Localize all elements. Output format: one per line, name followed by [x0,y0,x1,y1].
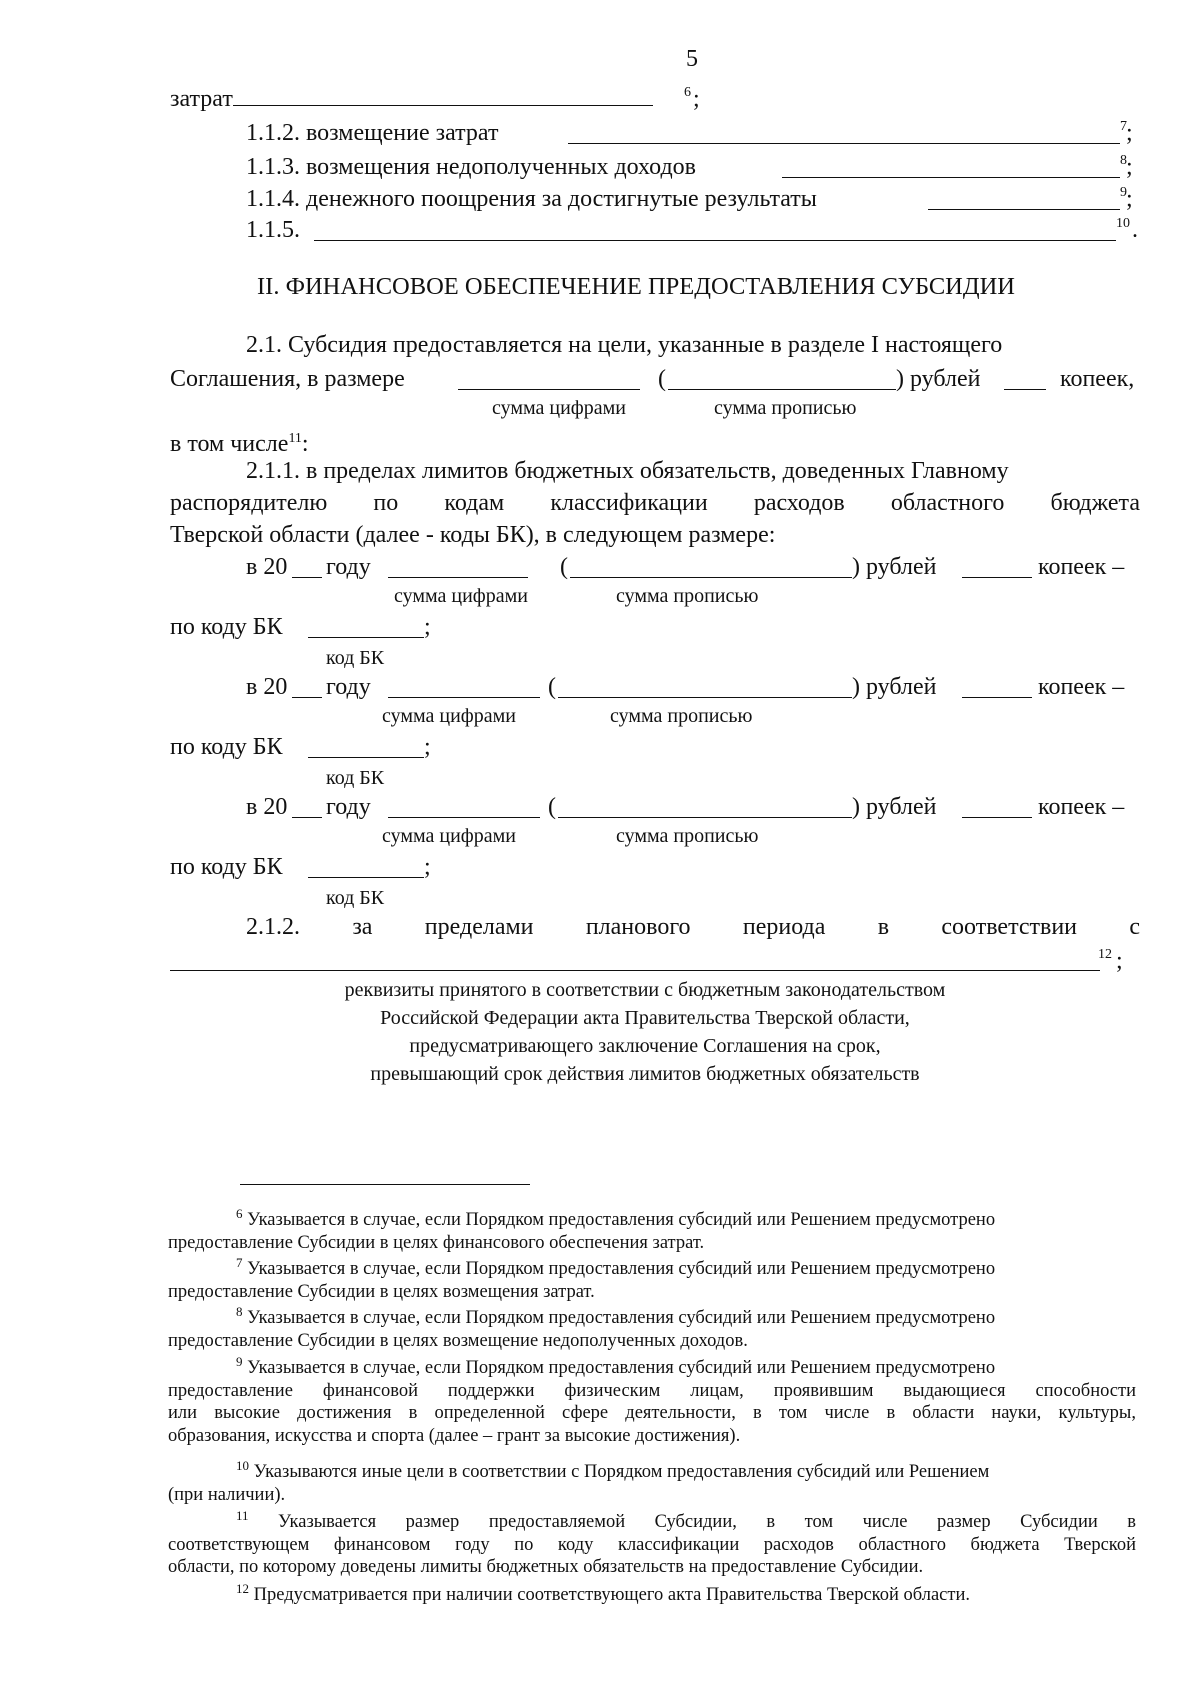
year-row-2-in-year: в 20 [246,674,288,700]
blank-line [308,757,424,758]
footnote-11-line2: соответствующем финансовом году по коду классификации расходов областного бюджета Тверской [168,1534,1136,1555]
blank-line [558,817,852,818]
year-row-3-code-caption: код БК [326,887,385,909]
footnote-11 [168,1505,1136,1579]
year-row-3-by-code: по коду БК [170,854,283,880]
punct: ; [693,86,700,112]
year-row-2-semicolon: ; [424,734,431,760]
item-113-text: 1.1.3. возмещения недополученных доходов [246,154,696,180]
year-row-2-caption-digits: сумма цифрами [382,705,517,727]
item-112 [246,118,498,148]
year-row-1-code-caption: код БК [326,647,385,669]
p212-word: с [1129,914,1140,940]
p21-in-amount: Соглашения, в размере [170,366,405,392]
year-row-3-in-year: в 20 [246,794,288,820]
footnote-10-line2: (при наличии). [168,1484,286,1505]
year-row-3-open-paren: ( [548,794,556,820]
year-row-1-caption-digits: сумма цифрами [394,585,529,607]
blank-line [782,177,1120,178]
p21-line1 [246,330,1002,360]
p211-line3-text: Тверской области (далее - коды БК), в следующем размере: [170,522,776,548]
footnote-6-line1: Указывается в случае, если Порядком предоставления субсидий или Решением предусмотрено [247,1210,996,1230]
footnote-ref-11: 11 [288,431,302,446]
footnote-10-marker: 10 [236,1458,249,1473]
footnote-8-line2: предоставление Субсидии в целях возмещение недополученных доходов. [168,1330,748,1351]
footnote-10 [168,1455,1136,1506]
p211-line1 [246,456,1009,486]
year-row-2-code-caption: код БК [326,767,385,789]
rubles-label: ) рублей [896,366,981,392]
footnote-7-line2: предоставление Субсидии в целях возмещения затрат. [168,1281,595,1302]
footnote-ref-12: 12 [1098,947,1112,962]
blank-line [1004,389,1046,390]
caption-digits: сумма цифрами [492,397,627,419]
footnote-7-marker: 7 [236,1255,243,1270]
footnote-9-line2: предоставление финансовой поддержки физическим лицам, проявившим выдающиеся способности [168,1380,1136,1401]
item-114 [246,184,817,214]
blank-line [388,697,540,698]
blank-line [292,697,322,698]
year-row-1-in-year: в 20 [246,554,288,580]
blank-line [568,143,1120,144]
footnote-9-line1: Указывается в случае, если Порядком предоставления субсидий или Решением предусмотрено [247,1358,996,1378]
in-that-number [170,424,309,459]
punct: . [1132,217,1138,243]
p212-word: периода [742,914,826,940]
blank-line [558,697,852,698]
kopeek-label: копеек, [1060,366,1135,392]
blank-line [170,970,1100,971]
footnote-8-marker: 8 [236,1304,243,1319]
requisites-caption-line2: Российской Федерации акта Правительства Тверской области, [380,1007,910,1029]
year-row-2-caption-words: сумма прописью [610,705,753,727]
footnote-9-line3: или высокие достижения в определенной сфере деятельности, в том числе в области науки, культуры, [168,1403,1136,1423]
year-row-3-caption-words: сумма прописью [616,825,759,847]
blank-line [308,637,424,638]
item-111-continuation [170,84,653,114]
footnote-separator [240,1184,530,1185]
blank-line [292,817,322,818]
footnote-6 [168,1203,1136,1254]
footnote-8 [168,1301,1136,1352]
year-row-2-open-paren: ( [548,674,556,700]
blank-line [292,577,322,578]
p212-line1 [246,912,1140,942]
blank-line [962,577,1032,578]
p212-word: соответствии [941,914,1078,940]
footnote-11-marker: 11 [236,1508,249,1523]
blank-line [668,389,896,390]
footnote-6-marker: 6 [236,1206,243,1221]
footnote-ref-7: 7 [1120,119,1127,134]
open-paren: ( [658,366,666,392]
item-113 [246,152,696,182]
footnote-7-line1: Указывается в случае, если Порядком предоставления субсидий или Решением предусмотрено [247,1259,996,1279]
footnote-12-line1: Предусматривается при наличии соответствующего акта Правительства Тверской области. [253,1585,970,1605]
footnote-9-line4: образования, искусства и спорта (далее – грант за высокие достижения). [168,1425,741,1446]
year-row-2-kopeek: копеек – [1038,674,1125,700]
p212-word: за [352,914,373,940]
page-number: 5 [686,46,698,72]
item-115-text: 1.1.5. [246,217,300,243]
zatrat-label: затрат [170,86,233,112]
footnote-ref-10: 10 [1116,216,1130,231]
p212-word: 2.1.2. [246,914,300,940]
footnote-7 [168,1252,1136,1303]
year-row-2-rubles: ) рублей [852,674,937,700]
footnote-8-line1: Указывается в случае, если Порядком предоставления субсидий или Решением предусмотрено [247,1308,996,1328]
blank-line [314,240,1116,241]
blank-line [458,389,640,390]
blank-line [928,209,1120,210]
footnote-9 [168,1351,1136,1447]
footnote-9-marker: 9 [236,1354,243,1369]
footnote-ref-9: 9 [1120,185,1127,200]
year-row-3-semicolon: ; [424,854,431,880]
punct: ; [1126,186,1133,212]
year-row-2-year-word: году [326,674,371,700]
requisites-caption-line3: предусматривающего заключение Соглашения на срок, [409,1035,881,1057]
footnote-12-marker: 12 [236,1581,249,1596]
year-row-3-rubles: ) рублей [852,794,937,820]
footnote-11-line1: Указывается размер предоставляемой Субсидии, в том числе размер Субсидии в [278,1512,1137,1532]
blank-line [388,577,528,578]
year-row-3-kopeek: копеек – [1038,794,1125,820]
year-row-1-by-code: по коду БК [170,614,283,640]
in-that-number-text: в том числе [170,431,289,457]
punct: ; [1126,120,1133,146]
year-row-3-caption-digits: сумма цифрами [382,825,517,847]
item-114-text: 1.1.4. денежного поощрения за достигнутые результаты [246,186,817,212]
blank-line [308,877,424,878]
p21-line2 [170,364,405,394]
year-row-1-open-paren: ( [560,554,568,580]
p212-word: пределами [424,914,534,940]
year-row-3-year-word: году [326,794,371,820]
footnote-10-line1: Указываются иные цели в соответствии с Порядком предоставления субсидий или Решением [253,1462,990,1482]
punct: ; [1116,948,1123,974]
blank-line [962,697,1032,698]
p211-line3 [170,520,775,550]
footnote-ref-8: 8 [1120,153,1127,168]
p212-word: планового [585,914,691,940]
year-row-1-caption-words: сумма прописью [616,585,759,607]
requisites-caption-line1: реквизиты принятого в соответствии с бюджетным законодательством [344,979,946,1001]
item-112-text: 1.1.2. возмещение затрат [246,120,499,146]
year-row-1-semicolon: ; [424,614,431,640]
p211-line2: распорядителю по кодам классификации расходов областного бюджета [170,490,1140,516]
caption-words: сумма прописью [714,397,857,419]
blank-line [962,817,1032,818]
footnote-11-line3: области, по которому доведены лимиты бюджетных обязательств на предоставление Субсидии. [168,1557,924,1577]
year-row-2-by-code: по коду БК [170,734,283,760]
footnote-6-line2: предоставление Субсидии в целях финансового обеспечения затрат. [168,1232,705,1253]
footnote-12 [168,1578,1136,1607]
p212-word: в [877,914,890,940]
year-row-1-kopeek: копеек – [1038,554,1125,580]
year-row-1-rubles: ) рублей [852,554,937,580]
requisites-caption-line4: превышающий срок действия лимитов бюджетных обязательств [370,1063,920,1085]
section-heading: II. ФИНАНСОВОЕ ОБЕСПЕЧЕНИЕ ПРЕДОСТАВЛЕНИЯ СУБСИДИИ [257,273,1015,300]
p21-line1-text: 2.1. Субсидия предоставляется на цели, указанные в разделе I настоящего [246,332,1003,358]
blank-line [233,85,653,106]
item-115 [246,215,300,245]
colon: : [301,431,309,457]
punct: ; [1126,154,1133,180]
p211-line1-text: 2.1.1. в пределах лимитов бюджетных обязательств, доведенных Главному [246,458,1009,484]
footnote-ref-6: 6 [684,85,691,100]
blank-line [570,577,852,578]
blank-line [388,817,540,818]
year-row-1-year-word: году [326,554,371,580]
